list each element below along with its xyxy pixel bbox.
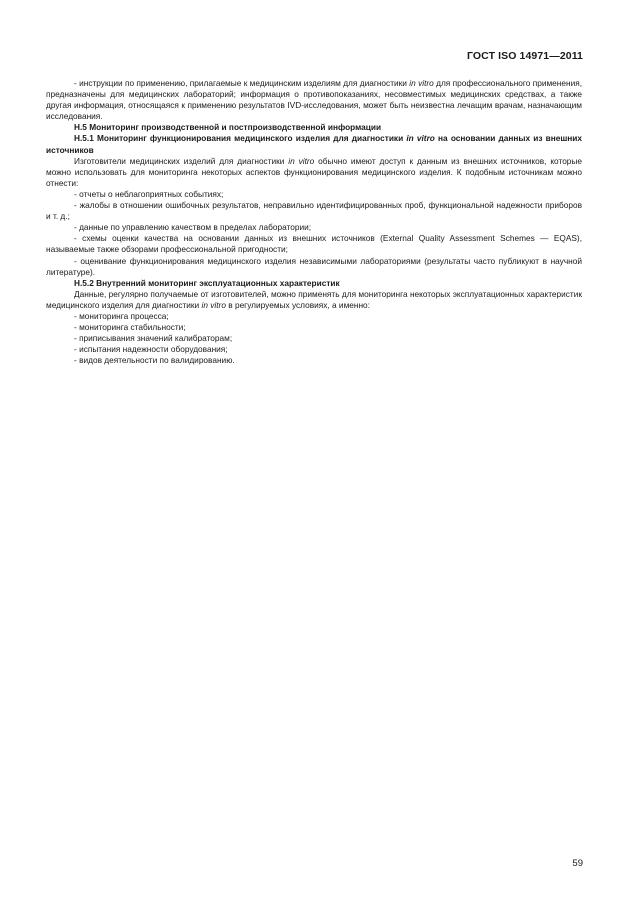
text-span: H.5.1 Мониторинг функционирования медицинского изделия для диагностики xyxy=(74,133,407,144)
list-item: - данные по управлению качеством в пределах лаборатории; xyxy=(74,222,312,233)
text-span: обычно имеют доступ к данным из внешних источников, которые можно использовать для мониторинга некоторых аспектов функционирования медицинского изделия. К подобным источникам можно отнести: xyxy=(46,155,583,188)
list-item: - испытания надежности оборудования; xyxy=(74,344,228,355)
italic-term: in vitro xyxy=(288,155,315,166)
paragraph-internal-monitoring xyxy=(46,289,582,311)
page-number: 59 xyxy=(572,858,583,869)
list-item: - видов деятельности по валидированию. xyxy=(74,355,235,366)
italic-term: in vitro xyxy=(409,78,434,88)
list-item: - жалобы в отношении ошибочных результатов, неправильно идентифицированных проб, функциональной надежности приборов и т. д.; xyxy=(46,200,582,222)
standard-header: ГОСТ ISO 14971—2011 xyxy=(466,50,583,62)
paragraph-external-sources xyxy=(46,156,582,189)
text-span: в регулируемых условиях, а именно: xyxy=(225,299,370,310)
italic-term: in vitro xyxy=(406,133,435,144)
text-span: для профессионального применения, предназначены для медицинских лабораторий; информация о противопоказаниях, несовместимых медицинских средствах, а также другая информация, относящаяся к применению результатов IVD-исследования, может быть неизвестна лечащим врачам, назначающим исследования. xyxy=(46,78,583,122)
document-body xyxy=(46,78,582,366)
text-span: на основании данных из внешних источников xyxy=(46,133,582,155)
section-heading-h51 xyxy=(46,133,582,155)
list-item: - отчеты о неблагоприятных событиях; xyxy=(74,188,224,199)
list-item: - оценивание функционирования медицинского изделия независимыми лабораториями (результаты часто публикуют в научной литературе). xyxy=(46,255,582,277)
section-heading-h5: H.5 Мониторинг производственной и постпроизводственной информации xyxy=(74,122,382,133)
list-item: - схемы оценки качества на основании данных из внешних источников (External Quality Assessment Schemes — EQAS), называемые также обзорами профессиональной пригодности; xyxy=(46,233,582,255)
list-item: - мониторинга стабильности; xyxy=(74,322,186,333)
list-item: - приписывания значений калибраторам; xyxy=(74,333,233,344)
list-item: - мониторинга процесса; xyxy=(74,310,169,321)
text-span: - инструкции по применению, прилагаемые к медицинским изделиям для диагностики xyxy=(74,78,410,88)
section-heading-h52: H.5.2 Внутренний мониторинг эксплуатационных характеристик xyxy=(74,277,340,288)
paragraph-instructions xyxy=(46,78,582,122)
text-span: Данные, регулярно получаемые от изготовителей, можно применять для мониторинга некоторых эксплуатационных характеристик медицинского изделия для диагностики xyxy=(46,288,582,310)
text-span: Изготовители медицинских изделий для диагностики xyxy=(74,155,289,166)
italic-term: in vitro xyxy=(201,299,226,310)
